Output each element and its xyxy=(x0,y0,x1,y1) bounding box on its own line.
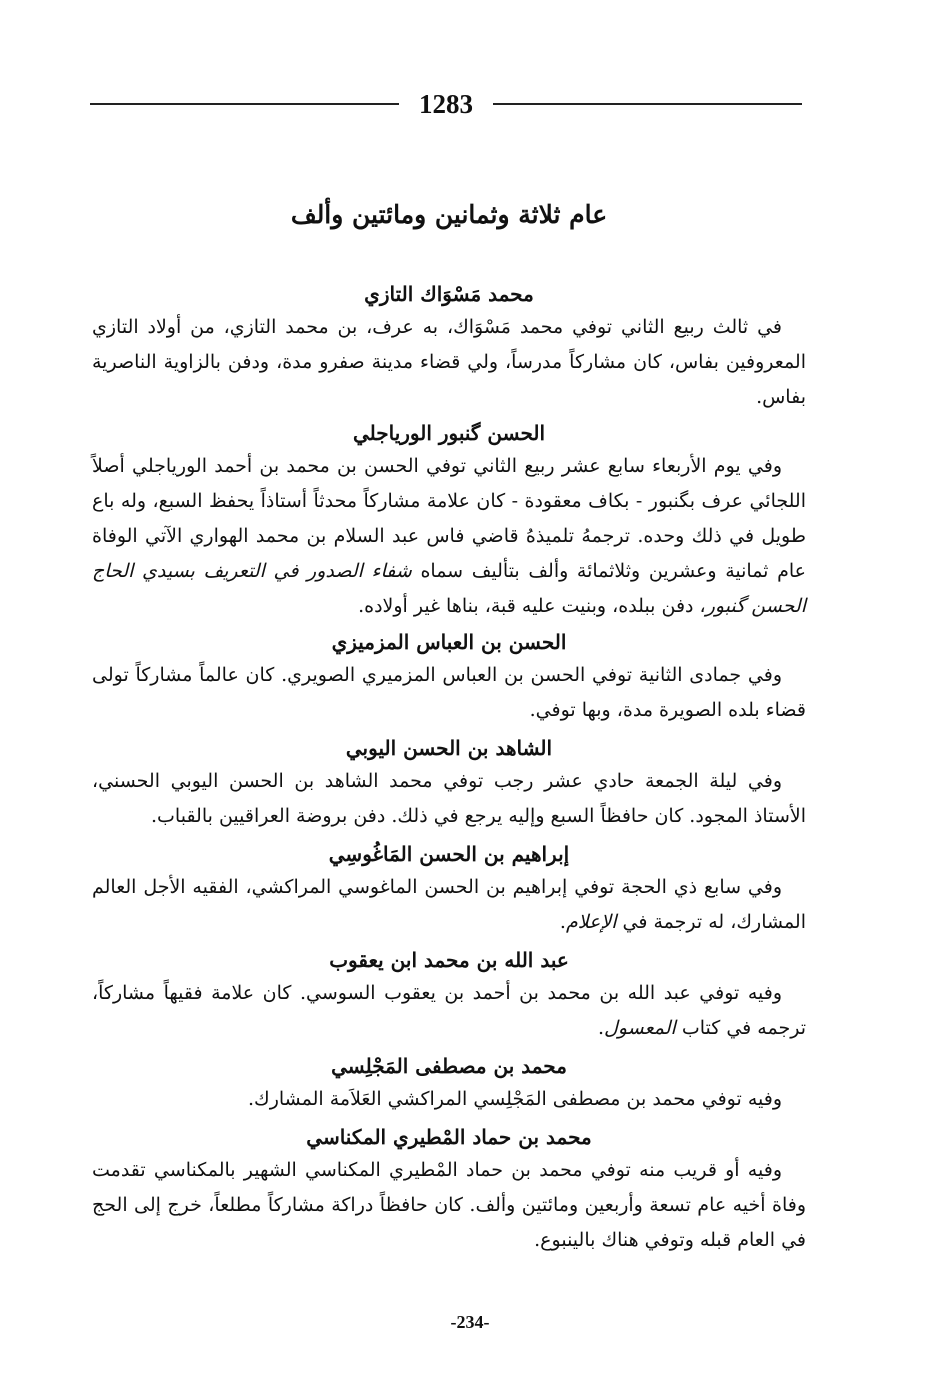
entry-text-mazmizi: وفي جمادى الثانية توفي الحسن بن العباس المزميري الصويري. كان عالماً مشاركاً تولى قضاء بلده الصويرة مدة، وبها توفي. xyxy=(92,663,806,721)
entry-text-majlisi: وفيه توفي محمد بن مصطفى المَجْلِسي المراكشي العَلاَمة المشارك. xyxy=(248,1087,782,1110)
entry-text-ibn-yaqub-part1: وفيه توفي عبد الله بن محمد بن أحمد بن يعقوب السوسي. كان علامة فقيهاً مشاركاً، ترجمه في كتاب xyxy=(92,981,806,1039)
entry-text-maghousi-part1: وفي سابع ذي الحجة توفي إبراهيم بن الحسن الماغوسي المراكشي، الفقيه الأجل العالم المشارك، له ترجمة في xyxy=(92,875,806,933)
entry-text-maghousi xyxy=(92,870,806,940)
book-title-ilam: الإعلام xyxy=(565,910,617,933)
entry-title-mutayri: محمد بن حماد المْطيري المكناسي xyxy=(306,1124,592,1149)
entry-text-youbi: وفي ليلة الجمعة حادي عشر رجب توفي محمد الشاهد بن الحسن اليوبي الحسني، الأستاذ المجود. كان حافظاً السبع وإليه يرجع في ذلك. دفن بروضة العراقيين بالقباب. xyxy=(92,769,806,827)
entry-title-gannbour: الحسن گنبور الورياجلي xyxy=(352,420,546,445)
page-content xyxy=(92,196,806,1260)
entry-title-mazmizi: الحسن بن العباس المزميزي xyxy=(331,629,567,654)
year-header xyxy=(90,82,802,126)
entry-title-majlisi: محمد بن مصطفى المَجْلِسي xyxy=(331,1053,567,1078)
entry-text-maghousi-part2: . xyxy=(559,910,566,933)
entry-text-ibn-yaqub xyxy=(92,976,806,1046)
header-rule-right xyxy=(493,103,802,105)
entry-title-ibn-yaqub: عبد الله بن محمد ابن يعقوب xyxy=(329,947,569,972)
entry-text-maswak: في ثالث ربيع الثاني توفي محمد مَسْوَاك، به عرف، بن محمد التازي، من أولاد التازي المعروفين بفاس، كان مشاركاً مدرساً، ولي قضاء مدينة صفرو مدة، ودفن بالزاوية الناصرية بفاس. xyxy=(92,315,806,408)
entry-text-ibn-yaqub-part2: . xyxy=(597,1016,605,1039)
entry-text-mutayri: وفيه أو قريب منه توفي محمد بن حماد المْطيري المكناسي الشهير بالمكناسي تقدمت وفاة أخيه عام تسعة وأربعين ومائتين وألف. كان حافظاً دراكة مشاركاً مطلعاً، خرج إلى الحج في العام قبله وتوفي هناك بالينبوع. xyxy=(92,1158,806,1251)
year-number: 1283 xyxy=(419,88,473,119)
entry-title-youbi: الشاهد بن الحسن اليوبي xyxy=(345,735,553,760)
entry-title-maswak: محمد مَسْوَاك التازي xyxy=(364,281,534,306)
header-rule-left xyxy=(90,103,399,105)
page-number: -234- xyxy=(450,1312,490,1332)
book-title-masoul: المعسول xyxy=(604,1016,676,1039)
page-title: عام ثلاثة وثمانين ومائتين وألف xyxy=(290,200,608,229)
entry-text-gannbour-part1: وفي يوم الأربعاء سابع عشر ربيع الثاني توفي الحسن بن محمد بن أحمد الورياجلي أصلاً اللجائي عرف بگنبور - بكاف معقودة - كان علامة مشاركاً محدثاً أستاذاً يحفظ السبع، وله باع طويل في ذلك وحده. ترجمهُ تلميذهُ قاضي فاس عبد السلام بن محمد الهواري الآتي الوفاة عام ثمانية وعشرين وثلاثمائة وألف بتأليف سماه xyxy=(92,454,806,582)
entry-title-maghousi: إبراهيم بن الحسن المَاغُوسِي xyxy=(328,841,570,866)
entry-text-gannbour-part2: ، دفن ببلده، وبنيت عليه قبة، بناها غير أولاده. xyxy=(358,594,706,617)
entry-text-gannbour xyxy=(92,449,806,624)
book-title-shifa: شفاء الصدور في التعريف بسيدي الحاج الحسن گنبور xyxy=(92,559,806,617)
